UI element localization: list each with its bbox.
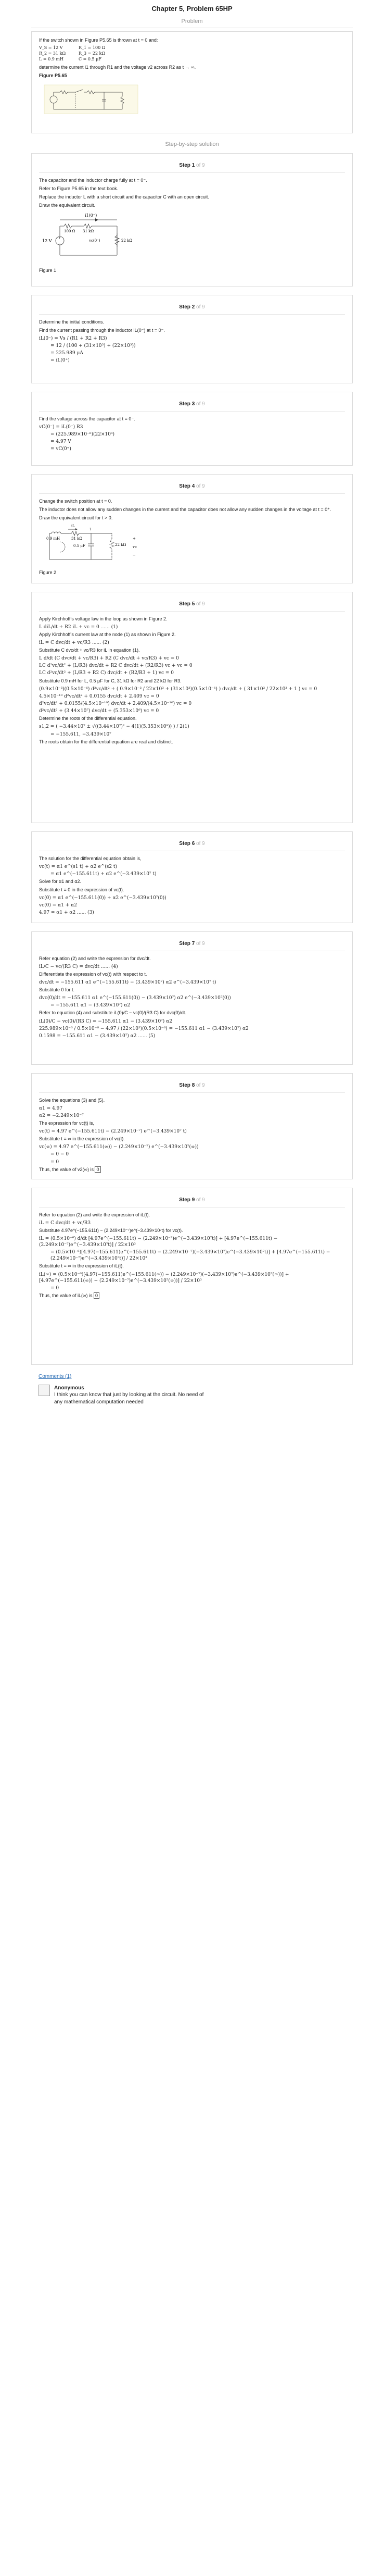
- step-text: Apply Kirchhoff’s voltage law in the loop as shown in Figure 2.: [39, 616, 168, 621]
- r1-label: 100 Ω: [64, 229, 75, 234]
- step-text: Substitute t = 0 in the expression of vc(t).: [39, 887, 124, 893]
- equation: 225.989×10⁻⁶ / 0.5×10⁻⁶ − 4.97 / (22×10³)(0.5×10⁻⁶) = −155.611 α1 − (3.439×10⁷) α2: [39, 1026, 249, 1031]
- equation: iL/C − vc/(R3 C) = dvc/dt ...... (4): [39, 964, 118, 969]
- equation: = (225.989×10⁻⁶)(22×10³): [50, 431, 115, 437]
- current-label: i1(0⁻): [85, 213, 97, 218]
- step-text: The capacitor and the inductor charge fully at t = 0⁻.: [39, 177, 147, 183]
- equation: 4.97 = α1 + α2 ...... (3): [39, 910, 94, 916]
- step-text: Replace the inductor L with a short circuit and the capacitor C with an open circuit.: [39, 194, 209, 200]
- c-label: 0.5 μF: [73, 543, 85, 548]
- equation: iL(0⁻) = Vs / (R1 + R2 + R3): [39, 335, 107, 341]
- equation: d²vc/dt² + 0.0155/(4.5×10⁻¹⁰) dvc/dt + 2.409/(4.5×10⁻¹⁰) vc = 0: [39, 701, 192, 707]
- equation: iL(∞) = (0.5×10⁻⁶)[4.97(−155.611)e^(−155.611(∞)) − (2.249×10⁻⁷)(−3.439×10⁷)e^(−3.439×10⁷(∞))] + [4.97e^(−155.611(∞)) − (2.249×10⁻⁷)e^(−3.439×10⁷(∞))] / 22×10³: [39, 1272, 289, 1284]
- equation: LC d²vc/dt² + (L/R3 + R2 C) dvc/dt + (R2/R3 + 1) vc = 0: [39, 670, 174, 676]
- step-card: [31, 295, 353, 383]
- equation: vc(∞) = 4.97 e^(−155.611(∞)) − (2.249×10⁻⁷) e^(−3.439×10⁷(∞)): [39, 1144, 199, 1150]
- equation: 4.5×10⁻¹⁰ d²vc/dt² + 0.0155 dvc/dt + 2.409 vc = 0: [39, 693, 159, 699]
- step-title: Step 9 of 9: [179, 1197, 205, 1203]
- equation: = vC(0⁺): [50, 446, 71, 452]
- step-text: The inductor does not allow any sudden changes in the current and the capacitor does not allow any sudden changes in the voltage at t = 0⁺.: [39, 506, 331, 512]
- problem-determine: determine the current i1 through R1 and the voltage v2 across R2 as t → ∞.: [39, 64, 196, 70]
- equation: vC(0⁻) = iL(0⁻) R3: [39, 424, 83, 430]
- il-label: iL: [71, 524, 75, 528]
- equation: = (0.5×10⁻⁶)[4.97(−155.611)e^(−155.611t) − (2.249×10⁻⁷)(−3.439×10⁷)e^(−3.439×10⁷t)] + [4.97e^(−155.611t) − (2.249×10⁻⁷)e^(−3.439×10⁷t)] / 22×10³: [50, 1250, 330, 1262]
- avatar: [39, 1385, 50, 1396]
- equation: iL = C dvc/dt + vc/R3 ...... (2): [39, 640, 109, 645]
- equation: = 12 / (100 + (31×10³) + (22×10³)): [50, 343, 136, 349]
- equation: α2 = −2.249×10⁻⁷: [39, 1113, 84, 1118]
- step-text: The roots obtain for the differential equation are real and distinct.: [39, 739, 173, 744]
- equation: iL = C dvc/dt + vc/R3: [39, 1220, 91, 1226]
- step-text: Refer to equation (2) and write the expression of iL(t).: [39, 1212, 150, 1217]
- r2-label: 31 kΩ: [71, 536, 83, 541]
- step-text: Thus, the value of v2(∞) is 0: [39, 1166, 345, 1173]
- figure-1-circuit: [39, 210, 153, 263]
- given-value: R_3 = 22 kΩ: [79, 51, 106, 56]
- figure-2-circuit: [39, 523, 164, 565]
- r2-label: 31 kΩ: [83, 229, 94, 234]
- comment-author: Anonymous: [54, 1385, 84, 1391]
- given-value: L = 0.9 mH: [39, 56, 63, 61]
- equation: α1 = 4.97: [39, 1105, 63, 1111]
- equation: iL(0)/C − vc(0)/(R3 C) = −155.611 α1 − (3.439×10⁷) α2: [39, 1018, 172, 1024]
- minus-label: −: [133, 553, 136, 557]
- step-text: Substitute 4.97e^(−155.611t) − (2.249×10⁻⁷)e^(−3.439×10⁷t) for vc(t).: [39, 1227, 183, 1233]
- step-text: Substitute C dvc/dt + vc/R3 for iL in equation (1).: [39, 648, 140, 653]
- answer-box: 0: [94, 1292, 99, 1299]
- step-text: Substitute 0 for t.: [39, 987, 75, 993]
- step-text: The solution for the differential equation obtain is,: [39, 855, 142, 861]
- equation: = α1 e^(−155.611t) + α2 e^(−3.439×10⁷ t): [50, 871, 157, 877]
- step-title: Step 6 of 9: [179, 841, 205, 847]
- step-text: Thus, the value of iL(∞) is 0: [39, 1292, 345, 1299]
- problem-statement: If the switch shown in Figure P5.65 is thrown at t = 0 and:: [39, 38, 158, 43]
- step-text: Find the voltage across the capacitor at t = 0⁻.: [39, 416, 135, 421]
- step-by-step-heading: Step-by-step solution: [165, 141, 219, 147]
- step-title: Step 8 of 9: [179, 1082, 205, 1088]
- step-title: Step 2 of 9: [179, 304, 205, 310]
- equation: vc(t) = 4.97 e^(−155.611t) − (2.249×10⁻⁷) e^(−3.439×10⁷ t): [39, 1129, 187, 1135]
- figure-label: Figure 1: [39, 268, 57, 273]
- step-text: Substitute t = ∞ in the expression of iL(t).: [39, 1263, 124, 1269]
- step-text: Change the switch position at t = 0.: [39, 498, 112, 504]
- equation: LC d²vc/dt² + (L/R3) dvc/dt + R2 C dvc/dt + (R2/R3) vc + vc = 0: [39, 663, 193, 669]
- equation: = 0: [50, 1159, 59, 1165]
- step-card: [31, 592, 353, 823]
- svg-text:+: +: [58, 237, 61, 241]
- equation: s1,2 = ( −3.44×10⁷ ± √((3.44×10⁷)² − 4(1)(5.353×10⁹)) ) / 2(1): [39, 724, 189, 730]
- equation: d²vc/dt² + (3.44×10⁷) dvc/dt + (5.353×10⁹) vc = 0: [39, 708, 159, 714]
- equation: dvc/dt = −155.611 α1 e^(−155.611t) − (3.439×10⁷) α2 e^(−3.439×10⁷ t): [39, 979, 216, 985]
- l-label: 0.9 mH: [46, 536, 60, 541]
- equation: L d/dt (C dvc/dt + vc/R3) + R2 (C dvc/dt + vc/R3) + vc = 0: [39, 656, 179, 662]
- equation: 0.1598 = −155.611 α1 − (3.439×10⁷) α2 ...... (5): [39, 1033, 156, 1039]
- equation: = 0: [50, 1285, 59, 1291]
- equation: vc(t) = α1 e^(s1 t) + α2 e^(s2 t): [39, 864, 118, 869]
- step-text: Apply Kirchhoff’s current law at the node (1) as shown in Figure 2.: [39, 631, 176, 637]
- equation: L diL/dt + R2 iL + vc = 0 ...... (1): [39, 624, 118, 630]
- step-card: [31, 1188, 353, 1365]
- equation: = iL(0⁺): [50, 358, 70, 364]
- step-text: Substitute t = ∞ in the expression of vc(t).: [39, 1136, 125, 1142]
- step-card: [31, 153, 353, 287]
- step-text: Differentiate the expression of vc(t) with respect to t.: [39, 971, 147, 977]
- given-value: V_S = 12 V: [39, 45, 63, 51]
- svg-text:−: −: [58, 241, 61, 245]
- step-text: The expression for vc(t) is,: [39, 1120, 95, 1126]
- given-value: R_1 = 100 Ω: [79, 45, 106, 51]
- given-value: C = 0.5 μF: [79, 56, 101, 61]
- step-text: Refer to equation (4) and substitute iL(0)/C − vc(0)/(R3 C) for dvc(0)/dt.: [39, 1010, 186, 1016]
- figure-caption: Figure P5.65: [39, 72, 67, 78]
- problem-card: [31, 31, 353, 133]
- step-text: Determine the initial conditions.: [39, 319, 105, 325]
- step-title: Step 1 of 9: [179, 163, 205, 168]
- figure-label: Figure 2: [39, 570, 57, 576]
- r3-label: 22 kΩ: [115, 542, 126, 547]
- equation: dvc(0)/dt = −155.611 α1 e^(−155.611(0)) − (3.439×10⁷) α2 e^(−3.439×10⁷(0)): [39, 995, 231, 1001]
- vc-label: vc: [133, 544, 137, 549]
- step-text: Solve the equations (3) and (5).: [39, 1097, 105, 1103]
- equation: = −155.611 α1 − (3.439×10⁷) α2: [50, 1003, 131, 1009]
- step-text: Refer equation (2) and write the expression for dvc/dt.: [39, 955, 151, 961]
- node-label: 1: [89, 527, 92, 531]
- equation: vc(0) = α1 + α2: [39, 903, 78, 909]
- equation: (0.9×10⁻³)(0.5×10⁻⁶) d²vc/dt² + ( 0.9×10⁻³ / 22×10³ + (31×10³)(0.5×10⁻⁶) ) dvc/dt + ( 31×10³ / 22×10³ + 1 ) vc = 0: [39, 686, 317, 692]
- step-title: Step 3 of 9: [179, 401, 205, 407]
- answer-box: 0: [95, 1166, 100, 1173]
- step-card: [31, 392, 353, 466]
- r3-label: 22 kΩ: [121, 239, 133, 243]
- comment: [39, 1385, 351, 1406]
- step-text: Determine the roots of the differential equation.: [39, 716, 137, 721]
- step-card: [31, 1073, 353, 1179]
- step-title: Step 4 of 9: [179, 483, 205, 489]
- step-text: Draw the equivalent circuit.: [39, 202, 96, 208]
- step-title: Step 7 of 9: [179, 941, 205, 947]
- plus-label: +: [133, 536, 136, 541]
- equation: = 0 − 0: [50, 1152, 69, 1158]
- step-text: Draw the equivalent circuit for t > 0.: [39, 515, 113, 520]
- comment-text: I think you can know that just by looking at the circuit. No need of any mathematical computation needed: [54, 1392, 204, 1405]
- comments-section: [39, 1373, 351, 1405]
- comments-link[interactable]: Comments (1): [39, 1374, 72, 1379]
- equation: = 225.989 μA: [50, 351, 83, 356]
- equation: = 4.97 V: [50, 439, 71, 444]
- step-text: Solve for α1 and α2.: [39, 878, 81, 884]
- step-card: [31, 931, 353, 1065]
- vc-label: vc(0⁻): [89, 239, 100, 243]
- given-values: [39, 45, 345, 62]
- step-card: [31, 474, 353, 583]
- step-text: Substitute 0.9 mH for L, 0.5 μF for C, 31 kΩ for R2 and 22 kΩ for R3.: [39, 678, 182, 683]
- step-text: Refer to Figure P5.65 in the text book.: [39, 185, 119, 191]
- equation: iL = (0.5×10⁻⁶) d/dt [4.97e^(−155.611t) − (2.249×10⁻⁷)e^(−3.439×10⁷t)] + [4.97e^(−155.611t) − (2.249×10⁻⁷)e^(−3.439×10⁷t)] / 22×10³: [39, 1236, 278, 1248]
- step-card: [31, 831, 353, 923]
- equation: = −155.611, −3.439×10⁷: [50, 731, 111, 737]
- step-title: Step 5 of 9: [179, 601, 205, 607]
- source-label: 12 V: [42, 239, 52, 244]
- equation: vc(0) = α1 e^(−155.611(0)) + α2 e^(−3.439×10⁷(0)): [39, 895, 167, 901]
- figure-p565-circuit: [39, 81, 143, 117]
- page-title: Chapter 5, Problem 65HP: [151, 5, 233, 13]
- step-text: Find the current passing through the inductor iL(0⁻) at t = 0⁻.: [39, 327, 165, 333]
- problem-header: Problem: [31, 15, 353, 28]
- given-value: R_2 = 31 kΩ: [39, 51, 66, 56]
